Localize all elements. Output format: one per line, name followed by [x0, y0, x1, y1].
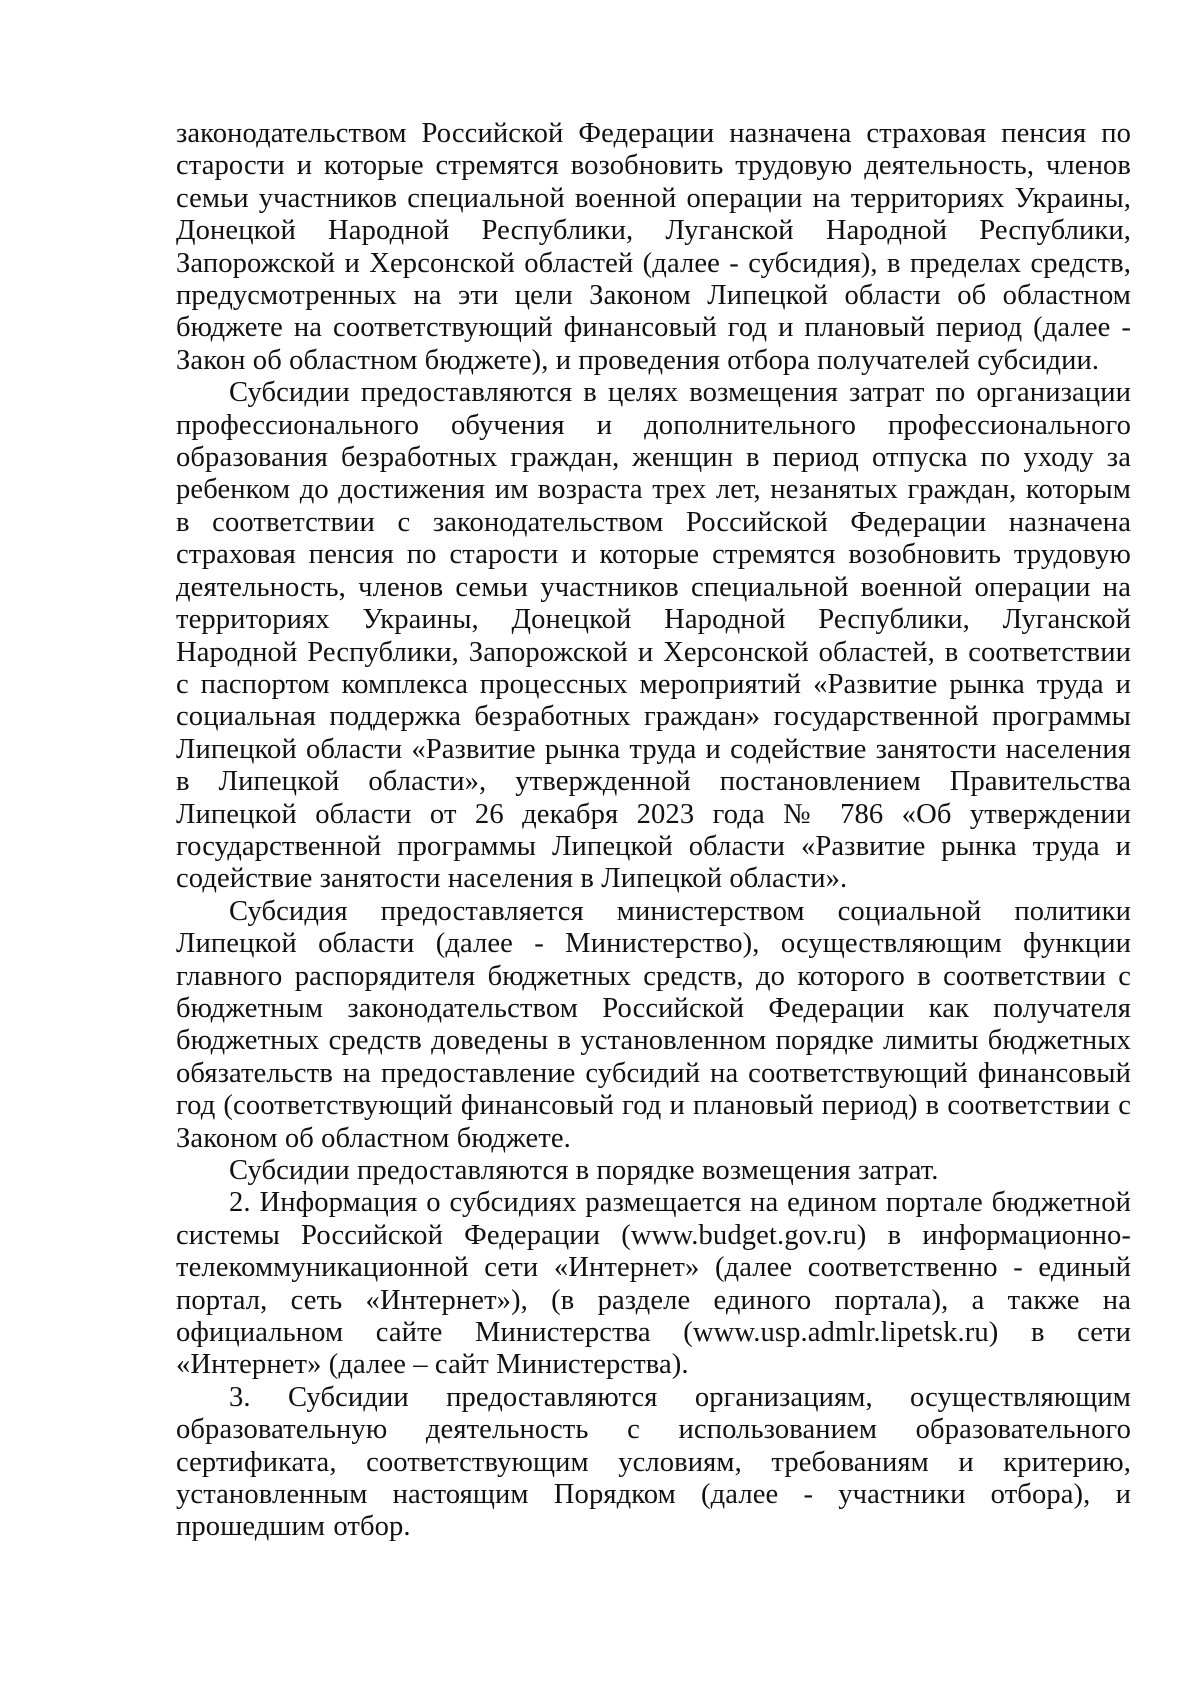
paragraph-item-2-information: 2. Информация о субсидиях размещается на едином портале бюджетной системы Российской Федерации (www.budget.gov.ru) в информационно-телекоммуникационной сети «Интернет» (далее соответственно - единый портал, сеть «Интернет»), (в разделе единого портала), а также на официальном сайте Министерства (www.usp.admlr.lipetsk.ru) в сети «Интернет» (далее – сайт Министерства).	[176, 1187, 1131, 1381]
paragraph-continuation: законодательством Российской Федерации назначена страховая пенсия по старости и которые стремятся возобновить трудовую деятельность, членов семьи участников специальной военной операции на территориях Украины, Донецкой Народной Республики, Луганской Народной Республики, Запорожской и Херсонской областей (далее - субсидия), в пределах средств, предусмотренных на эти цели Законом Липецкой области об областном бюджете на соответствующий финансовый год и плановый период (далее - Закон об областном бюджете), и проведения отбора получателей субсидии.	[176, 118, 1131, 376]
paragraph-subsidy-purpose: Субсидии предоставляются в целях возмещения затрат по организации профессионального обучения и дополнительного профессионального образования безработных граждан, женщин в период отпуска по уходу за ребенком до достижения им возраста трех лет, незанятых граждан, которым в соответствии с законодательством Российской Федерации назначена страховая пенсия по старости и которые стремятся возобновить трудовую деятельность, членов семьи участников специальной военной операции на территориях Украины, Донецкой Народной Республики, Луганской Народной Республики, Запорожской и Херсонской областей, в соответствии с паспортом комплекса процессных мероприятий «Развитие рынка труда и социальная поддержка безработных граждан» государственной программы Липецкой области «Развитие рынка труда и содействие занятости населения в Липецкой области», утвержденной постановлением Правительства Липецкой области от 26 декабря 2023 года № 786 «Об утверждении государственной программы Липецкой области «Развитие рынка труда и содействие занятости населения в Липецкой области».	[176, 377, 1131, 895]
paragraph-item-3-recipients: 3. Субсидии предоставляются организациям, осуществляющим образовательную деятельность с использованием образовательного сертификата, соответствующим условиям, требованиям и критерию, установленным настоящим Порядком (далее - участники отбора), и прошедшим отбор.	[176, 1381, 1131, 1543]
paragraph-reimbursement: Субсидии предоставляются в порядке возмещения затрат.	[229, 1155, 939, 1186]
paragraph-subsidy-provider: Субсидия предоставляется министерством социальной политики Липецкой области (далее - Министерство), осуществляющим функции главного распорядителя бюджетных средств, до которого в соответствии с бюджетным законодательством Российской Федерации как получателя бюджетных средств доведены в установленном порядке лимиты бюджетных обязательств на предоставление субсидий на соответствующий финансовый год (соответствующий финансовый год и плановый период) в соответствии с Законом об областном бюджете.	[176, 895, 1131, 1154]
document-body	[176, 118, 1131, 1544]
